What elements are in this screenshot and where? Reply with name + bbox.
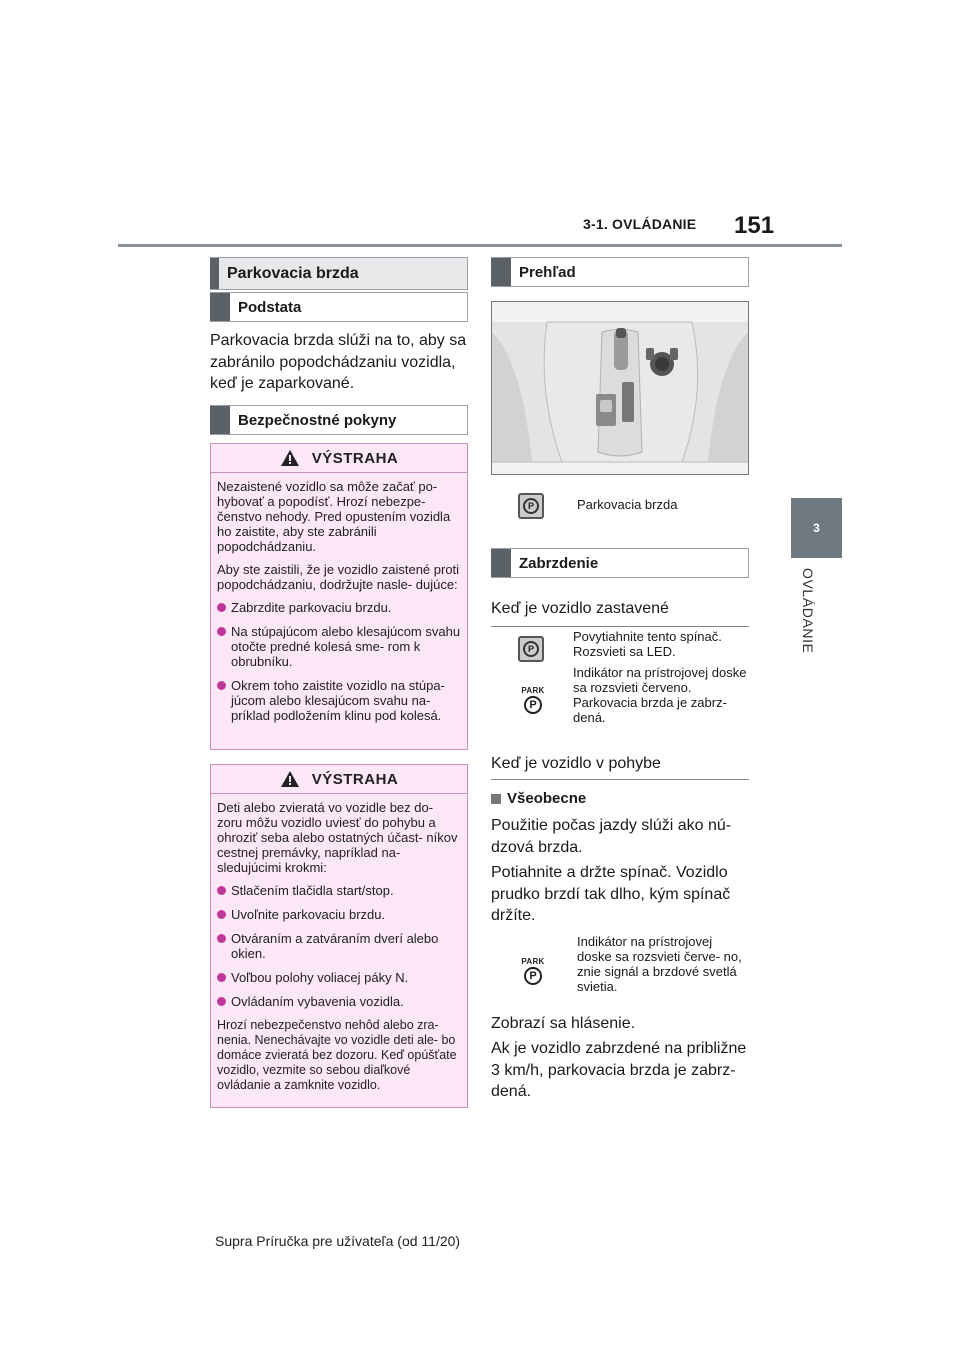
list-item: Otváraním a zatváraním dverí alebo okien. xyxy=(217,931,461,961)
console-photo xyxy=(491,301,749,475)
warning-text: Nezaistené vozidlo sa môže začať po- hybovať a popodísť. Hrozí nebezpe- čenstvo nehody. Pred opustením vozidla ho zaistite, aby ste zabránili popodchádzaniu. xyxy=(217,479,451,554)
message-paragraph: Zobrazí sa hlásenie. xyxy=(491,1015,636,1032)
page-number: 151 xyxy=(734,212,775,239)
parking-brake-switch-icon xyxy=(518,493,544,519)
subsection-header-safety xyxy=(210,405,468,435)
warning-triangle-icon xyxy=(280,770,300,788)
warning-text: Hrozí nebezpečenstvo nehôd alebo zra- nenia. Nenechávajte vo vozidle deti ale- bo domáce zvieratá bez dozoru. Keď opúšťate vozidlo, vezmite so sebou diaľkové ovládanie a zamknite vozidlo. xyxy=(217,1018,457,1092)
condition-heading-moving: Keď je vozidlo v pohybe xyxy=(491,755,749,780)
bullet-icon xyxy=(217,627,226,636)
warning-title: VÝSTRAHA xyxy=(311,449,399,467)
warning-box xyxy=(210,764,468,1108)
condition-heading-stationary: Keď je vozidlo zastavené xyxy=(491,600,749,627)
list-item: Na stúpajúcom alebo klesajúcom svahu otočte predné kolesá sme- rom k obrubníku. xyxy=(217,624,461,669)
section-header-overview xyxy=(491,257,749,287)
park-indicator-icon: PARK P xyxy=(520,686,546,714)
warning-triangle-icon xyxy=(280,449,300,467)
bullet-icon xyxy=(217,997,226,1006)
center-console-illustration xyxy=(492,302,748,474)
parking-brake-switch-icon xyxy=(518,636,544,662)
section-title: Prehľad xyxy=(519,263,576,281)
bullet-icon xyxy=(217,603,226,612)
subsection-title: Bezpečnostné pokyny xyxy=(238,411,397,429)
list-item: Zabrzdite parkovaciu brzdu. xyxy=(217,600,461,615)
list-item: Okrem toho zaistite vozidlo na stúpa- júcom alebo klesajúcom svahu na- príklad podložením klinu pod kolesá. xyxy=(217,678,461,723)
square-bullet-icon xyxy=(491,794,501,804)
warning-header xyxy=(211,444,467,473)
chapter-tab-label: OVLÁDANIE xyxy=(800,568,816,654)
list-item: Ovládaním vybavenia vozidla. xyxy=(217,994,461,1009)
p-circle-icon: P xyxy=(523,641,539,657)
list-item: Voľbou polohy voliacej páky N. xyxy=(217,970,461,985)
subsection-header-principle xyxy=(210,292,468,322)
section-title: Zabrzdenie xyxy=(519,554,599,572)
bullet-icon xyxy=(217,934,226,943)
final-paragraph: Ak je vozidlo zabrzdené na približne 3 km/h, parkovacia brzda je zabrz- dená. xyxy=(491,1040,747,1100)
bullet-icon xyxy=(217,681,226,690)
intro-paragraph: Parkovacia brzda slúži na to, aby sa zabránilo popodchádzaniu vozidla, keď je zaparkované. xyxy=(210,332,467,392)
moving-indicator-text: Indikátor na prístrojovej doske sa rozsvieti červe- no, znie signál a brzdové svetlá svietia. xyxy=(577,934,742,994)
bullet-icon xyxy=(217,973,226,982)
general-paragraph-1: Použitie počas jazdy slúži ako nú- dzová brzda. xyxy=(491,817,732,856)
section-title: Parkovacia brzda xyxy=(227,264,359,282)
stationary-indicator-text: Indikátor na prístrojovej doske sa rozsvieti červeno. Parkovacia brzda je zabrz- dená. xyxy=(573,665,747,725)
chapter-tab: 3 xyxy=(791,498,842,558)
chapter-heading: 3-1. OVLÁDANIE xyxy=(583,216,697,232)
warning-text: Aby ste zaistili, že je vozidlo zaistené proti popodchádzaniu, dodržujte nasle- dujúce: xyxy=(217,562,460,592)
subheading-general: Všeobecne xyxy=(491,790,586,807)
warning-header xyxy=(211,765,467,794)
overview-caption: Parkovacia brzda xyxy=(577,497,678,512)
park-indicator-icon: PARK P xyxy=(520,957,546,985)
p-circle-icon: P xyxy=(523,498,539,514)
stationary-instruction: Povytiahnite tento spínač. Rozsvieti sa LED. xyxy=(573,629,722,659)
list-item: Uvoľnite parkovaciu brzdu. xyxy=(217,907,461,922)
general-paragraph-2: Potiahnite a držte spínač. Vozidlo prudko brzdí tak dlho, kým spínač držíte. xyxy=(491,864,731,924)
list-item: Stlačením tlačidla start/stop. xyxy=(217,883,461,898)
warning-title: VÝSTRAHA xyxy=(311,770,399,788)
subsection-title: Podstata xyxy=(238,298,302,316)
bullet-icon xyxy=(217,886,226,895)
section-header-parking-brake xyxy=(210,257,468,290)
header-divider xyxy=(118,244,842,247)
page-footer: Supra Príručka pre užívateľa (od 11/20) xyxy=(215,1233,461,1249)
warning-text: Deti alebo zvieratá vo vozidle bez do- zoru môžu vozidlo uviesť do pohybu a ohroziť seba alebo ostatných účast- níkov cestnej premávky, napríklad na- sledujúcimi krokmi: xyxy=(217,800,458,875)
warning-box xyxy=(210,443,468,750)
section-header-apply xyxy=(491,548,749,578)
bullet-icon xyxy=(217,910,226,919)
